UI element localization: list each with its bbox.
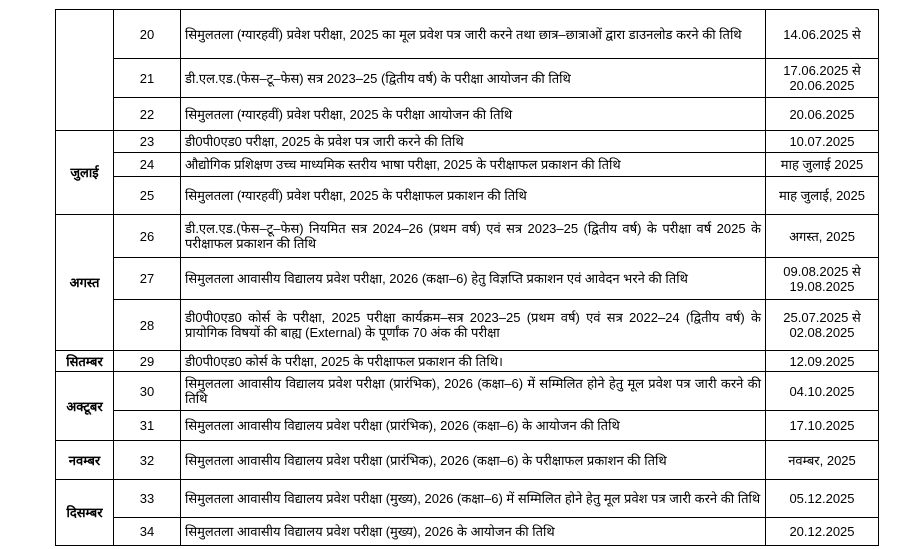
event-date: 20.06.2025 (766, 98, 879, 131)
table-row (56, 131, 879, 153)
serial-number: 30 (114, 372, 181, 411)
table-row (56, 215, 879, 258)
month-august: अगस्त (56, 215, 114, 351)
event-date: 17.10.2025 (766, 411, 879, 441)
serial-number: 27 (114, 258, 181, 300)
event-description: सिमुलतला आवासीय विद्यालय प्रवेश परीक्षा (प्रारंभिक), 2026 (कक्षा–6) में सम्मिलित होने हेतु मूल प्रवेश पत्र जारी करने की तिथि (181, 372, 766, 411)
event-description: सिमुलतला आवासीय विद्यालय प्रवेश परीक्षा (प्रारंभिक), 2026 (कक्षा–6) के आयोजन की तिथि (181, 411, 766, 441)
event-description: डी0पी0एड0 कोर्स के परीक्षा, 2025 परीक्षा कार्यक्रम–सत्र 2023–25 (प्रथम वर्ष) एवं सत्र 2022–24 (द्वितीय वर्ष) के प्रायोगिक विषयों की बाह्य (External) के पूर्णांक 70 अंक की परीक्षा (181, 300, 766, 351)
serial-number: 29 (114, 351, 181, 372)
table-row (56, 480, 879, 518)
event-description: सिमुलतला (ग्यारहवीं) प्रवेश परीक्षा, 2025 का मूल प्रवेश पत्र जारी करने तथा छात्र–छात्राओं द्वारा डाउनलोड करने की तिथि (181, 10, 766, 59)
serial-number: 23 (114, 131, 181, 153)
event-description: डी.एल.एड.(फेस–टू–फेस) नियमित सत्र 2024–26 (प्रथम वर्ष) एवं सत्र 2023–25 (द्वितीय वर्ष) के परीक्षा वर्ष 2025 के परीक्षाफल प्रकाशन की तिथि (181, 215, 766, 258)
event-date: 17.06.2025 से 20.06.2025 (766, 59, 879, 98)
table-row (56, 258, 879, 300)
month-july: जुलाई (56, 131, 114, 215)
table-row (56, 351, 879, 372)
table-row (56, 59, 879, 98)
serial-number: 22 (114, 98, 181, 131)
event-description: सिमुलतला आवासीय विद्यालय प्रवेश परीक्षा (मुख्य), 2026 के आयोजन की तिथि (181, 518, 766, 546)
event-description: औद्योगिक प्रशिक्षण उच्च माध्यमिक स्तरीय भाषा परीक्षा, 2025 के परीक्षाफल प्रकाशन की तिथि (181, 153, 766, 177)
event-date: 04.10.2025 (766, 372, 879, 411)
serial-number: 33 (114, 480, 181, 518)
serial-number: 20 (114, 10, 181, 59)
event-description: सिमुलतला आवासीय विद्यालय प्रवेश परीक्षा (मुख्य), 2026 (कक्षा–6) में सम्मिलित होने हेतु मूल प्रवेश पत्र जारी करने की तिथि (181, 480, 766, 518)
event-description: सिमुलतला (ग्यारहवीं) प्रवेश परीक्षा, 2025 के परीक्षा आयोजन की तिथि (181, 98, 766, 131)
event-description: डी0पी0एड0 परीक्षा, 2025 के प्रवेश पत्र जारी करने की तिथि (181, 131, 766, 153)
event-date: 09.08.2025 से 19.08.2025 (766, 258, 879, 300)
event-description: सिमुलतला आवासीय विद्यालय प्रवेश परीक्षा (प्रारंभिक), 2026 (कक्षा–6) के परीक्षाफल प्रकाशन की तिथि (181, 441, 766, 480)
serial-number: 28 (114, 300, 181, 351)
event-description: सिमुलतला (ग्यारहवीं) प्रवेश परीक्षा, 2025 के परीक्षाफल प्रकाशन की तिथि (181, 177, 766, 215)
month-november: नवम्बर (56, 441, 114, 480)
month-september: सितम्बर (56, 351, 114, 372)
table-row (56, 177, 879, 215)
serial-number: 34 (114, 518, 181, 546)
table-row (56, 98, 879, 131)
serial-number: 31 (114, 411, 181, 441)
event-date: नवम्बर, 2025 (766, 441, 879, 480)
event-date: 05.12.2025 (766, 480, 879, 518)
table-row (56, 411, 879, 441)
table-row (56, 372, 879, 411)
event-date: 14.06.2025 से (766, 10, 879, 59)
serial-number: 21 (114, 59, 181, 98)
serial-number: 32 (114, 441, 181, 480)
serial-number: 25 (114, 177, 181, 215)
serial-number: 26 (114, 215, 181, 258)
event-description: डी0पी0एड0 कोर्स के परीक्षा, 2025 के परीक्षाफल प्रकाशन की तिथि। (181, 351, 766, 372)
table-row (56, 518, 879, 546)
event-date: अगस्त, 2025 (766, 215, 879, 258)
event-date: 12.09.2025 (766, 351, 879, 372)
month-october: अक्टूबर (56, 372, 114, 441)
table-row (56, 10, 879, 59)
table-row (56, 153, 879, 177)
event-description: सिमुलतला आवासीय विद्यालय प्रवेश परीक्षा, 2026 (कक्षा–6) हेतु विज्ञप्ति प्रकाशन एवं आवेदन भरने की तिथि (181, 258, 766, 300)
event-description: डी.एल.एड.(फेस–टू–फेस) सत्र 2023–25 (द्वितीय वर्ष) के परीक्षा आयोजन की तिथि (181, 59, 766, 98)
event-date: 10.07.2025 (766, 131, 879, 153)
table-row (56, 441, 879, 480)
month-cell-june (56, 10, 114, 131)
month-december: दिसम्बर (56, 480, 114, 546)
serial-number: 24 (114, 153, 181, 177)
table-row (56, 300, 879, 351)
exam-schedule-table (55, 9, 879, 546)
event-date: 25.07.2025 से 02.08.2025 (766, 300, 879, 351)
event-date: माह जुलाई, 2025 (766, 177, 879, 215)
event-date: माह जुलाई 2025 (766, 153, 879, 177)
event-date: 20.12.2025 (766, 518, 879, 546)
